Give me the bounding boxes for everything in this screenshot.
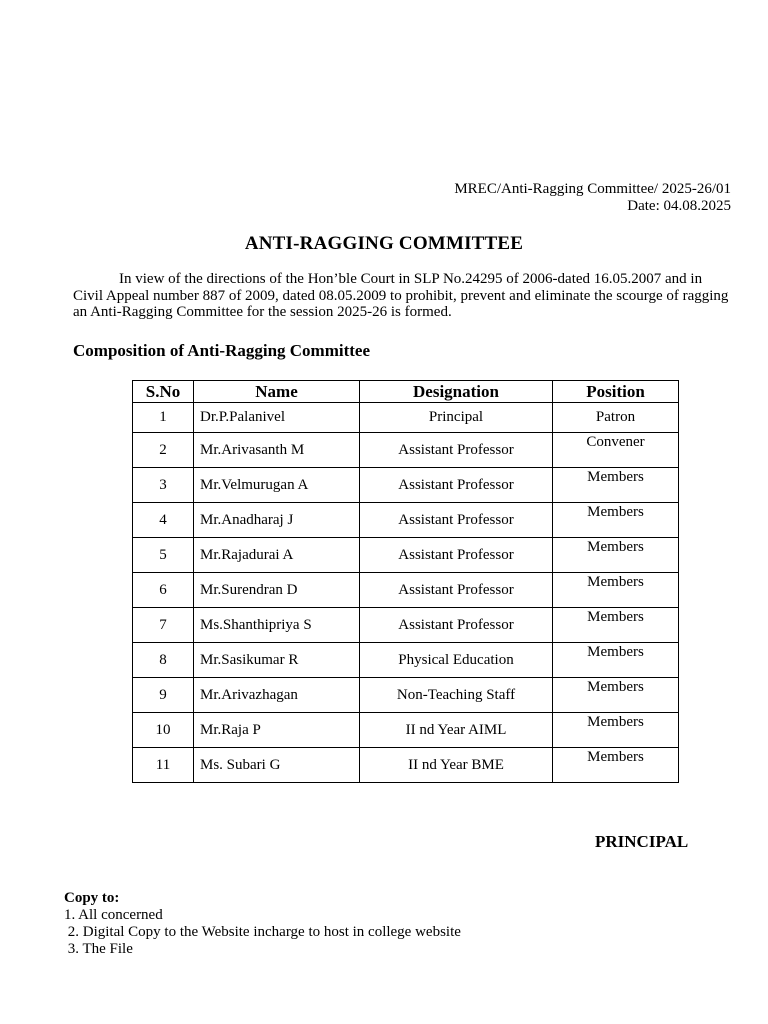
- copy-to-item: 2. Digital Copy to the Website incharge to host in college website: [64, 924, 461, 940]
- reference-block: [454, 181, 731, 215]
- cell-name: Mr.Raja P: [194, 713, 360, 748]
- cell-sno: 11: [133, 748, 194, 783]
- cell-designation: Assistant Professor: [360, 608, 553, 643]
- table-row: [133, 573, 679, 608]
- cell-position: Members: [553, 748, 679, 783]
- cell-name: Ms. Subari G: [194, 748, 360, 783]
- cell-position: Members: [553, 468, 679, 503]
- committee-table: [132, 380, 679, 783]
- table-row: [133, 433, 679, 468]
- cell-designation: Assistant Professor: [360, 433, 553, 468]
- cell-designation: Assistant Professor: [360, 573, 553, 608]
- cell-position: Members: [553, 538, 679, 573]
- cell-position: Members: [553, 503, 679, 538]
- cell-name: Mr.Sasikumar R: [194, 643, 360, 678]
- cell-position: Members: [553, 608, 679, 643]
- cell-designation: Assistant Professor: [360, 503, 553, 538]
- cell-sno: 6: [133, 573, 194, 608]
- table-row: [133, 538, 679, 573]
- cell-sno: 3: [133, 468, 194, 503]
- cell-name: Mr.Anadharaj J: [194, 503, 360, 538]
- table-header-row: [133, 381, 679, 403]
- cell-position: Convener: [553, 433, 679, 468]
- document-title: ANTI-RAGGING COMMITTEE: [244, 233, 524, 254]
- cell-sno: 2: [133, 433, 194, 468]
- table-row: [133, 748, 679, 783]
- cell-designation: Physical Education: [360, 643, 553, 678]
- copy-to-block: [64, 890, 461, 958]
- cell-sno: 7: [133, 608, 194, 643]
- cell-name: Ms.Shanthipriya S: [194, 608, 360, 643]
- cell-name: Mr.Arivasanth M: [194, 433, 360, 468]
- table-row: [133, 608, 679, 643]
- copy-to-title: Copy to:: [64, 890, 120, 906]
- cell-name: Mr.Velmurugan A: [194, 468, 360, 503]
- cell-designation: Non-Teaching Staff: [360, 678, 553, 713]
- cell-designation: Assistant Professor: [360, 538, 553, 573]
- cell-position: Patron: [553, 403, 679, 433]
- cell-sno: 8: [133, 643, 194, 678]
- cell-name: Dr.P.Palanivel: [194, 403, 360, 433]
- header-sno: S.No: [133, 381, 194, 403]
- intro-paragraph: In view of the directions of the Hon’ble Court in SLP No.24295 of 2006-dated 16.05.2007 and in Civil Appeal number 887 of 2009, dated 08.05.2009 to prohibit, prevent and eliminate the scourge of ragging an Anti-Ragging Committee for the session 2025-26 is formed.: [73, 271, 729, 320]
- table-row: [133, 643, 679, 678]
- table-row: [133, 678, 679, 713]
- cell-position: Members: [553, 643, 679, 678]
- cell-position: Members: [553, 678, 679, 713]
- table-row: [133, 468, 679, 503]
- cell-designation: II nd Year AIML: [360, 713, 553, 748]
- cell-sno: 1: [133, 403, 194, 433]
- cell-position: Members: [553, 713, 679, 748]
- cell-name: Mr.Surendran D: [194, 573, 360, 608]
- reference-number: MREC/Anti-Ragging Committee/ 2025-26/01: [454, 181, 731, 197]
- table-row: [133, 503, 679, 538]
- cell-position: Members: [553, 573, 679, 608]
- table-row: [133, 403, 679, 433]
- cell-designation: Principal: [360, 403, 553, 433]
- table-row: [133, 713, 679, 748]
- cell-sno: 10: [133, 713, 194, 748]
- copy-to-item: 1. All concerned: [64, 907, 163, 923]
- section-heading: Composition of Anti-Ragging Committee: [73, 341, 371, 360]
- cell-designation: II nd Year BME: [360, 748, 553, 783]
- header-name: Name: [194, 381, 360, 403]
- cell-name: Mr.Rajadurai A: [194, 538, 360, 573]
- cell-name: Mr.Arivazhagan: [194, 678, 360, 713]
- cell-sno: 9: [133, 678, 194, 713]
- copy-to-item: 3. The File: [64, 941, 133, 957]
- signature-principal: PRINCIPAL: [595, 832, 689, 851]
- cell-sno: 4: [133, 503, 194, 538]
- cell-sno: 5: [133, 538, 194, 573]
- cell-designation: Assistant Professor: [360, 468, 553, 503]
- header-position: Position: [553, 381, 679, 403]
- header-designation: Designation: [360, 381, 553, 403]
- reference-date: Date: 04.08.2025: [627, 198, 731, 214]
